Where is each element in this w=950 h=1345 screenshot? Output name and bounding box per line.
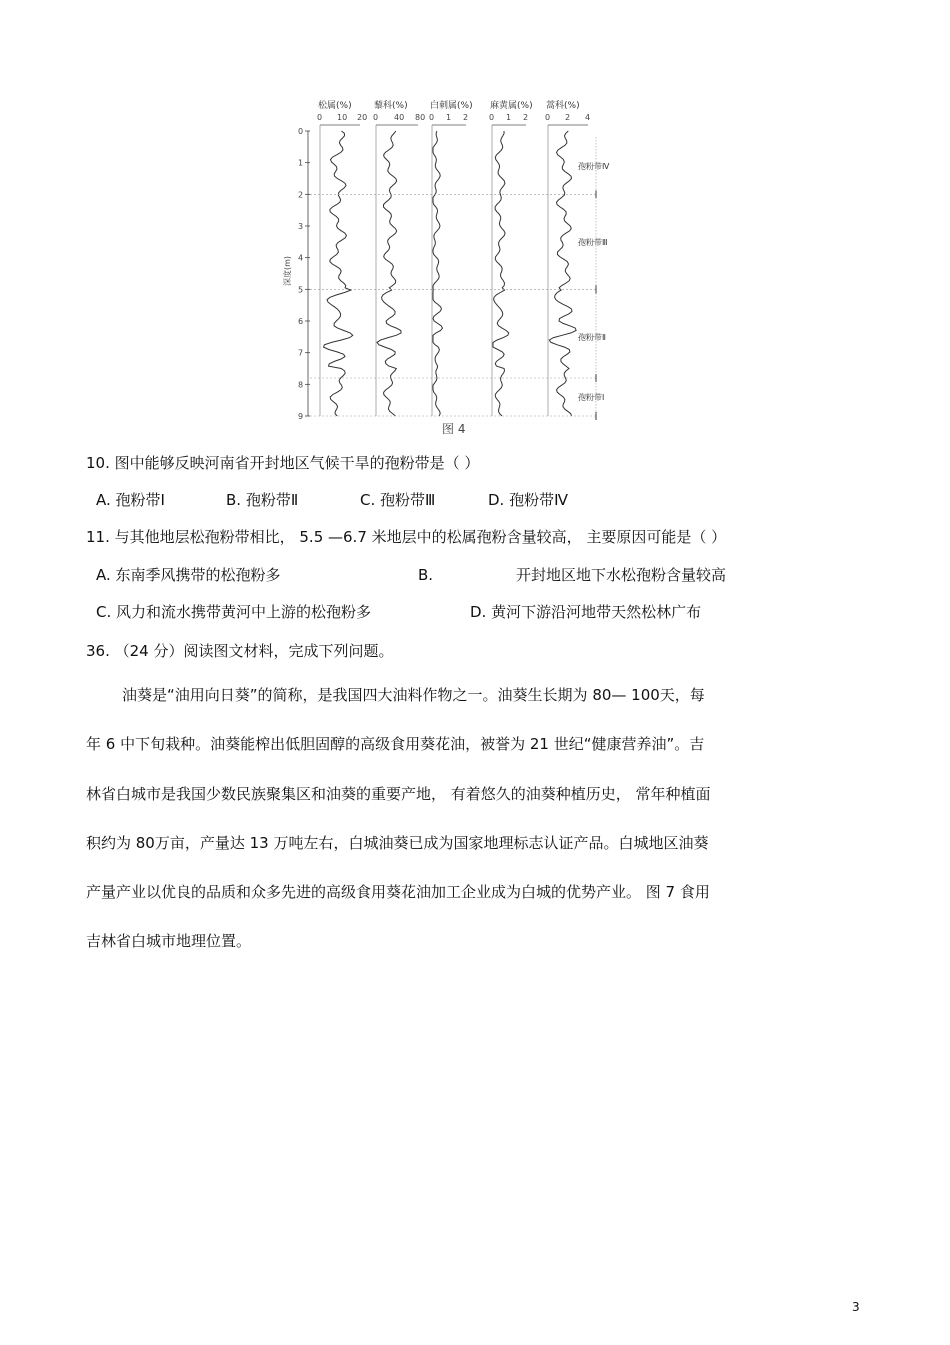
column-headers: [317, 99, 590, 416]
column-title: 白刺属(%): [430, 101, 473, 111]
q10-option-a: A. 孢粉带Ⅰ: [96, 491, 165, 509]
q36-para-line-1: 油葵是“油用向日葵”的简称，是我国四大油料作物之一。油葵生长期为 80— 100天，每: [122, 686, 705, 704]
column-tick-label: 10: [337, 113, 348, 122]
zone-label: 孢粉带Ⅱ: [578, 332, 606, 342]
q11-option-c: C. 风力和流水携带黄河中上游的松孢粉多: [96, 603, 372, 621]
zone-label: 孢粉带Ⅲ: [578, 237, 608, 247]
q10-option-d: D. 孢粉带Ⅳ: [488, 491, 568, 509]
column-tick-label: 0: [317, 113, 323, 122]
column-title: 藜科(%): [374, 101, 408, 111]
q11-option-b-text: 开封地区地下水松孢粉含量较高: [516, 566, 727, 584]
zone-label: 孢粉带Ⅳ: [578, 161, 610, 171]
column-tick-label: 80: [415, 113, 426, 122]
depth-tick-label: 6: [298, 317, 304, 326]
column-tick-label: 2: [565, 113, 571, 122]
q11-stem: 11. 与其他地层松孢粉带相比， 5.5 —6.7 米地层中的松属孢粉含量较高， 主要原因可能是（ ）: [86, 528, 727, 546]
column-tick-label: 0: [489, 113, 495, 122]
pollen-diagram-figure: [280, 96, 630, 441]
depth-tick-label: 5: [298, 285, 304, 295]
q36-para-line-5: 产量产业以优良的品质和众多先进的高级食用葵花油加工企业成为白城的优势产业。 图 7 食用: [86, 883, 710, 901]
depth-tick-label: 1: [298, 158, 304, 168]
depth-tick-label: 8: [298, 380, 304, 390]
column-title: 松属(%): [318, 101, 352, 111]
depth-tick-label: 2: [298, 190, 304, 200]
depth-axis: [282, 127, 310, 421]
depth-tick-label: 7: [298, 348, 304, 358]
depth-axis-title: 深度(m): [283, 255, 292, 286]
column-tick-label: 40: [394, 113, 405, 122]
column-tick-label: 0: [545, 113, 551, 122]
q11-option-b-label: B.: [418, 566, 434, 584]
q36-para-line-3: 林省白城市是我国少数民族聚集区和油葵的重要产地， 有着悠久的油葵种植历史， 常年种植面: [86, 785, 711, 803]
q10-option-c: C. 孢粉带Ⅲ: [360, 491, 436, 509]
q36-para-line-6: 吉林省白城市地理位置。: [86, 932, 252, 950]
q10-stem: 10. 图中能够反映河南省开封地区气候干旱的孢粉带是（ ）: [86, 454, 480, 472]
column-tick-label: 4: [585, 113, 591, 122]
q36-para-line-2: 年 6 中下旬栽种。油葵能榨出低胆固醇的高级食用葵花油，被誉为 21 世纪“健康营养油”。吉: [86, 735, 705, 753]
depth-tick-label: 4: [298, 253, 304, 263]
page-number: 3: [852, 1300, 860, 1314]
q11-option-a: A. 东南季风携带的松孢粉多: [96, 566, 281, 584]
q11-option-d: D. 黄河下游沿河地带天然松林广布: [470, 603, 702, 621]
pollen-curves: [324, 131, 577, 416]
column-title: 蒿科(%): [546, 101, 580, 111]
column-tick-label: 0: [429, 113, 435, 122]
zone-label: 孢粉带Ⅰ: [578, 393, 605, 402]
pollen-curve: [324, 131, 353, 416]
column-tick-label: 2: [523, 113, 529, 122]
pollen-diagram-svg: [280, 96, 630, 441]
depth-tick-label: 0: [298, 127, 304, 136]
figure-caption: 图 4: [442, 422, 466, 436]
q10-option-b: B. 孢粉带Ⅱ: [226, 491, 299, 509]
pollen-curve: [549, 131, 576, 416]
column-tick-label: 20: [357, 113, 368, 122]
depth-tick-label: 3: [298, 222, 304, 231]
pollen-curve: [433, 131, 443, 416]
column-title: 麻黄属(%): [490, 101, 533, 111]
column-tick-label: 1: [506, 113, 512, 122]
column-tick-label: 2: [463, 113, 469, 122]
pollen-curve: [377, 131, 401, 416]
column-tick-label: 1: [446, 113, 452, 122]
q36-stem: 36. （24 分）阅读图文材料，完成下列问题。: [86, 642, 394, 660]
pollen-curve: [493, 131, 509, 416]
column-tick-label: 0: [373, 113, 379, 122]
q36-para-line-4: 积约为 80万亩，产量达 13 万吨左右，白城油葵已成为国家地理标志认证产品。白城地区油葵: [86, 834, 709, 852]
depth-tick-label: 9: [298, 412, 304, 421]
